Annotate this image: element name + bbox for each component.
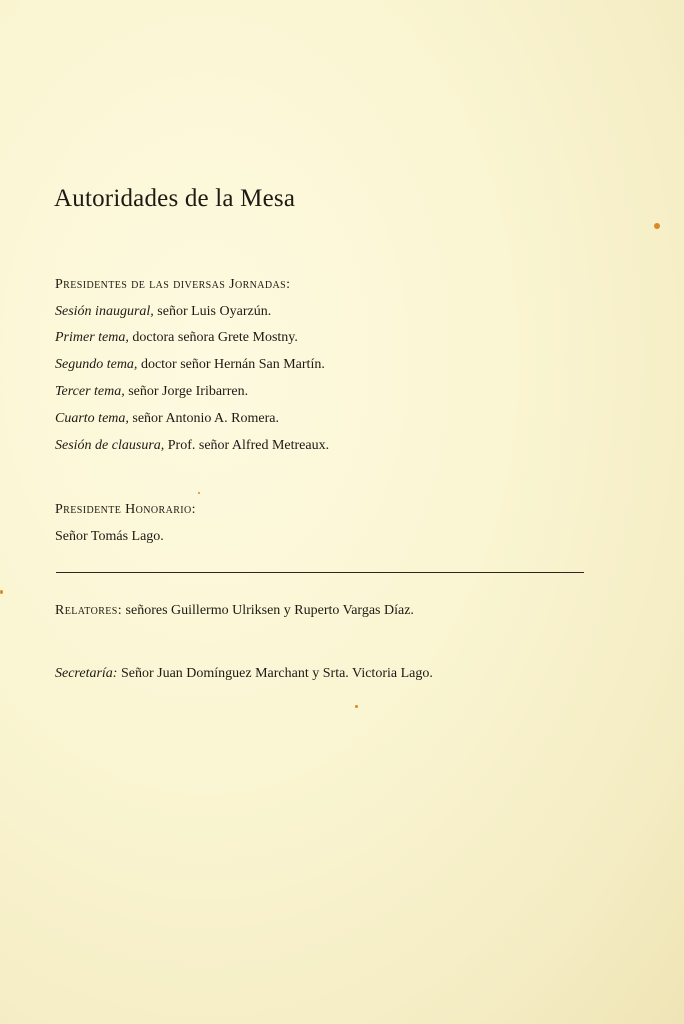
presidente-item-text: señor Antonio A. Romera. [128,411,279,426]
presidente-item-label: Segundo tema, [55,357,138,372]
paper-stain [355,705,358,708]
paper-stain [654,223,660,229]
honorario-heading: Presidente Honorario: [55,502,196,517]
relatores-line [55,603,414,619]
secretaria-text: Señor Juan Domínguez Marchant y Srta. Victoria Lago. [117,666,433,681]
relatores-heading: Relatores: [55,603,123,618]
secretaria-label: Secretaría: [55,666,118,681]
paper-stain [0,590,3,594]
presidente-item-inaugural [55,304,271,320]
secretaria-line [55,666,433,682]
presidente-item-tercer-tema [55,384,248,400]
paper-stain [198,492,200,494]
honorario-text: Señor Tomás Lago. [55,529,164,544]
presidente-item-segundo-tema [55,357,325,373]
relatores-text: señores Guillermo Ulriksen y Ruperto Vargas Díaz. [122,603,414,618]
presidentes-heading: Presidentes de las diversas Jornadas: [55,277,291,292]
presidente-item-text: señor Luis Oyarzún. [153,304,272,319]
presidente-item-label: Cuarto tema, [55,411,129,426]
presidente-item-label: Sesión de clausura, [55,438,165,453]
presidente-item-cuarto-tema [55,411,279,427]
page-title: Autoridades de la Mesa [54,185,296,212]
presidente-item-text: doctor señor Hernán San Martín. [137,357,325,372]
presidente-item-text: señor Jorge Iribarren. [124,384,249,399]
presidente-item-text: Prof. señor Alfred Metreaux. [164,438,330,453]
presidente-item-clausura [55,438,329,454]
presidente-item-label: Tercer tema, [55,384,125,399]
presidente-item-label: Sesión inaugural, [55,304,154,319]
presidente-item-label: Primer tema, [55,330,129,345]
horizontal-divider [56,572,584,573]
presidente-item-text: doctora señora Grete Mostny. [128,330,298,345]
presidente-item-primer-tema [55,330,298,346]
